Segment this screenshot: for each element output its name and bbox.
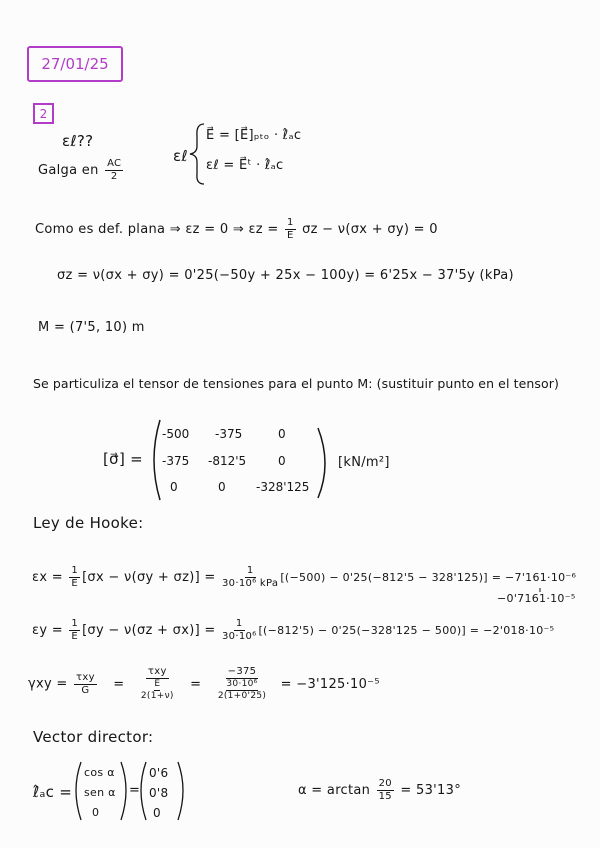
date-text: 27/01/25 bbox=[41, 55, 109, 73]
epsilon-y-lhs: εy = bbox=[32, 623, 68, 638]
matrix-cell-2-2: -812'5 bbox=[208, 454, 247, 468]
matrix-paren-right bbox=[318, 428, 325, 498]
strain-label: εℓ bbox=[173, 147, 188, 165]
epsilon-y-mid: [σy − ν(σz + σx)] = bbox=[82, 623, 221, 638]
director-equals: = bbox=[129, 783, 141, 798]
gamma-xy-result: = −3'125·10⁻⁵ bbox=[280, 676, 380, 692]
director-paren-right-2 bbox=[178, 762, 183, 820]
alpha-text: α = arctan bbox=[298, 783, 371, 798]
director-paren-right-1 bbox=[121, 762, 126, 820]
sigma-z-equation: σz = ν(σx + σy) = 0'25(−50y + 25x − 100y) = 6'25x − 37'5y (kPa) bbox=[57, 268, 514, 283]
gamma-xy-lhs: γxy = bbox=[28, 676, 73, 692]
gamma-xy-f3-den-num: 30·10⁶ bbox=[226, 679, 258, 689]
brace-line-1: E⃗ = [E⃗]ₚₜₒ · ℓ̂ₐc bbox=[206, 128, 302, 143]
tensor-units: [kN/m²] bbox=[338, 455, 390, 470]
plane-strain-text: Como es def. plana ⇒ εz = 0 ⇒ εz = bbox=[35, 222, 283, 237]
epsilon-y-fraction-num: 1 bbox=[235, 618, 243, 629]
tensor-label: [σ⃗] = bbox=[103, 450, 144, 468]
epsilon-x-fraction-den: 30·10⁶ kPa bbox=[222, 578, 279, 589]
matrix-cell-1-3: 0 bbox=[278, 427, 286, 441]
epsilon-y-rhs: [(−812'5) − 0'25(−328'125 − 500)] = −2'018·10⁻⁵ bbox=[258, 624, 555, 637]
director-sym-3: 0 bbox=[92, 806, 100, 819]
director-sym-2: sen α bbox=[84, 786, 116, 799]
director-val-2: 0'8 bbox=[149, 786, 169, 800]
epsilon-x-lhs: εx = bbox=[32, 570, 68, 585]
director-val-3: 0 bbox=[153, 806, 161, 820]
alpha-den: 15 bbox=[378, 791, 392, 802]
epsilon-x-correction: −0'7161·10⁻⁵ bbox=[497, 592, 576, 605]
gamma-xy-f3-num: −375 bbox=[227, 666, 257, 677]
brace-left bbox=[190, 124, 204, 184]
director-paren-left-2 bbox=[141, 762, 146, 820]
matrix-cell-1-1: -500 bbox=[162, 427, 190, 441]
epsilon-x-inv-e: $\frac{1}{E}$ bbox=[71, 565, 79, 589]
director-val-1: 0'6 bbox=[149, 766, 169, 780]
gauge-fraction-den: 2 bbox=[110, 171, 118, 182]
matrix-cell-1-2: -375 bbox=[215, 427, 243, 441]
particularize-text: Se particuliza el tensor de tensiones para el punto M: (sustituir punto en el tensor) bbox=[33, 376, 560, 391]
matrix-cell-2-3: 0 bbox=[278, 454, 286, 468]
plane-strain-fraction-den: E bbox=[286, 230, 294, 241]
director-paren-left-1 bbox=[76, 762, 81, 820]
gauge-text: Galga en bbox=[38, 163, 99, 178]
problem-number: 2 bbox=[39, 106, 48, 121]
hooke-title: Ley de Hooke: bbox=[33, 514, 144, 532]
alpha-num: 20 bbox=[378, 778, 392, 789]
gamma-xy-f2-den-den: 2(1+ν) bbox=[140, 691, 174, 701]
gamma-xy-f1-num: τxy bbox=[76, 671, 95, 683]
matrix-cell-3-1: 0 bbox=[170, 480, 178, 494]
unknown-strain: εℓ?? bbox=[62, 132, 94, 150]
gamma-xy-f2-num: τxy bbox=[147, 666, 167, 677]
director-title: Vector director: bbox=[33, 728, 154, 746]
epsilon-y-inv-e: $\frac{1}{E}$ bbox=[71, 618, 79, 642]
epsilon-y-fraction-den: 30·10⁶ bbox=[222, 631, 257, 642]
gamma-xy-f1-den: G bbox=[81, 684, 90, 696]
gamma-xy-f2-den-num: E bbox=[154, 679, 161, 689]
epsilon-x-fraction-num: 1 bbox=[246, 565, 254, 576]
gamma-xy-f3-den-den: 2(1+0'25) bbox=[217, 691, 267, 701]
point-m: M = (7'5, 10) m bbox=[38, 320, 145, 335]
alpha-result: = 53'13° bbox=[400, 783, 461, 798]
epsilon-x-rhs: [(−500) − 0'25(−812'5 − 328'125)] = −7'161·10⁻⁶ bbox=[280, 571, 577, 584]
matrix-paren-left bbox=[154, 420, 160, 500]
matrix-cell-3-2: 0 bbox=[218, 480, 226, 494]
matrix-cell-3-3: -328'125 bbox=[256, 480, 310, 494]
matrix-cell-2-1: -375 bbox=[162, 454, 190, 468]
director-sym-1: cos α bbox=[84, 766, 115, 779]
l-ac-label: ℓ̂ₐc = bbox=[33, 783, 73, 801]
plane-strain-fraction-num: 1 bbox=[286, 217, 294, 228]
brace-line-2: εℓ = E⃗ᵗ · ℓ̂ₐc bbox=[206, 158, 284, 173]
gauge-fraction-num: AC bbox=[107, 158, 122, 169]
gamma-xy-line: γxy = $\frac{\text{τxy}}{G}$ = $\frac{\text{τxy}}{\frac{E}{2(1+\nu)}}$ = $\frac{-375}{\frac{\text{30·10⁶}}{2(1+0'25)}}$ = −3'125·10⁻⁵ bbox=[28, 666, 380, 701]
epsilon-x-mid: [σx − ν(σy + σz)] = bbox=[82, 570, 221, 585]
plane-strain-tail: σz − ν(σx + σy) = 0 bbox=[302, 222, 438, 237]
